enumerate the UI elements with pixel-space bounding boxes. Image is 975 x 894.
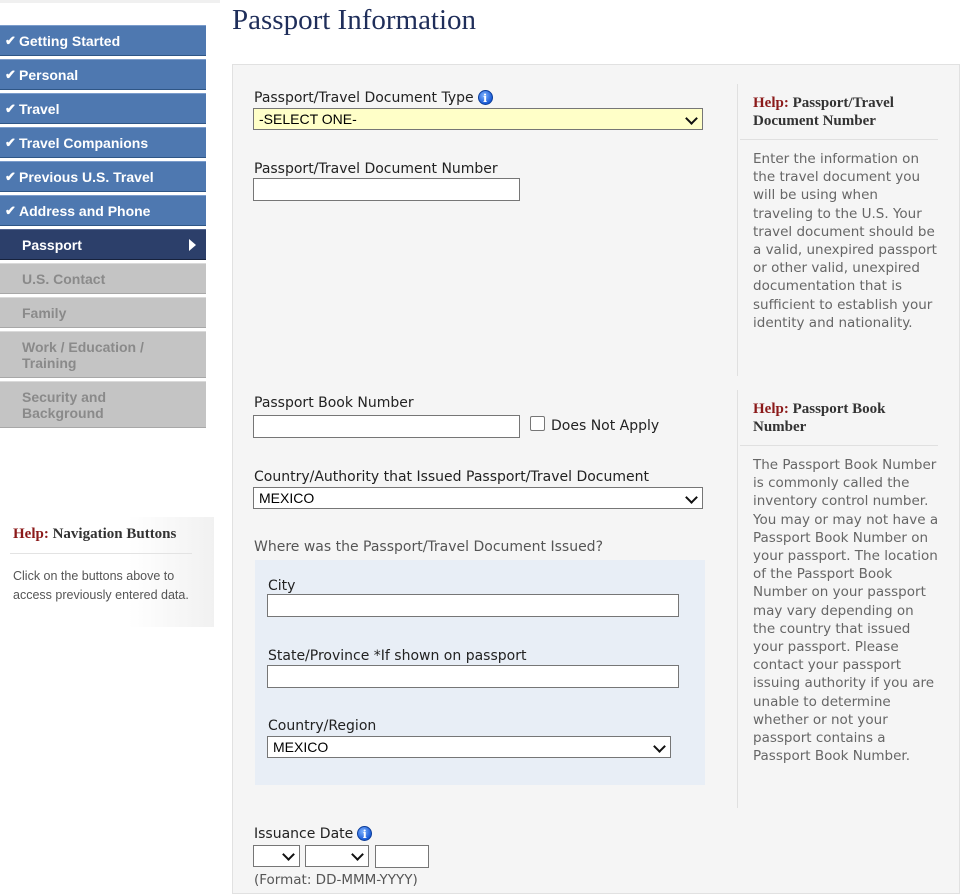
- does-not-apply-checkbox[interactable]: [530, 416, 545, 431]
- sidebar-item-label: Passport: [22, 236, 82, 253]
- help-vertical-rule: [737, 390, 738, 808]
- sidebar-item-label: Travel Companions: [19, 134, 149, 151]
- sidebar-item-address-and-phone[interactable]: [0, 195, 206, 226]
- help-prefix: Help:: [753, 401, 789, 417]
- sidebar-item-us-contact[interactable]: [0, 263, 206, 294]
- check-icon: ✔: [5, 134, 16, 150]
- sidebar-item-label: Security and Background: [22, 388, 107, 421]
- help-doc-number-title: [753, 94, 933, 130]
- help-prefix: Help:: [13, 526, 49, 542]
- navigation-help-box: [0, 517, 214, 627]
- help-book-number-title: [753, 400, 933, 436]
- divider: [10, 553, 192, 554]
- check-icon: ✔: [5, 32, 16, 48]
- sidebar-item-label: Previous U.S. Travel: [19, 168, 154, 185]
- sidebar-item-security-and-background[interactable]: [0, 381, 206, 428]
- state-label: State/Province *If shown on passport: [268, 648, 527, 664]
- info-icon[interactable]: i: [357, 826, 372, 841]
- issuance-date-label-text: Issuance Date: [254, 826, 354, 842]
- chevron-down-icon: [685, 112, 698, 125]
- city-input[interactable]: [267, 594, 679, 617]
- doc-type-label: [254, 90, 493, 106]
- info-icon[interactable]: i: [478, 90, 493, 105]
- chevron-right-icon: [189, 239, 196, 251]
- divider: [740, 445, 938, 446]
- help-title: [13, 526, 176, 543]
- book-number-input[interactable]: [253, 415, 520, 438]
- issuing-country-select[interactable]: [253, 487, 703, 509]
- sidebar-item-label: Getting Started: [19, 32, 121, 49]
- page-title: Passport Information: [232, 4, 477, 36]
- help-vertical-rule: [737, 84, 738, 376]
- sidebar-item-personal[interactable]: [0, 59, 206, 90]
- country-region-label: Country/Region: [268, 718, 377, 734]
- sidebar-item-label: Work / Education / Training: [22, 338, 144, 371]
- issuance-year-input[interactable]: [375, 845, 429, 868]
- chevron-down-icon: [351, 848, 364, 861]
- date-format-hint: (Format: DD-MMM-YYYY): [254, 872, 418, 888]
- state-input[interactable]: [267, 665, 679, 688]
- does-not-apply-label: Does Not Apply: [551, 418, 660, 434]
- top-divider: [0, 0, 220, 3]
- sidebar-item-travel[interactable]: [0, 93, 206, 124]
- book-number-label: Passport Book Number: [254, 395, 414, 411]
- issued-where-heading: Where was the Passport/Travel Document Issued?: [254, 539, 604, 555]
- sidebar-item-label: Family: [22, 304, 67, 321]
- help-title-text: Passport Book Number: [753, 401, 886, 435]
- country-region-select-value: MEXICO: [273, 739, 329, 755]
- chevron-down-icon: [282, 848, 295, 861]
- doc-type-label-text: Passport/Travel Document Type: [254, 90, 474, 106]
- help-text: Click on the buttons above to access previously entered data.: [13, 569, 189, 602]
- doc-type-select[interactable]: [253, 108, 703, 130]
- help-doc-number-text: Enter the information on the travel document you will be using when traveling to the U.S. Your travel document should be a valid, unexpired passport or other valid, unexpired documentation that is sufficient to establish your identity and nationality.: [753, 151, 937, 331]
- sidebar-item-travel-companions[interactable]: [0, 127, 206, 158]
- help-book-number-text: The Passport Book Number is commonly called the inventory control number. You may or may not have a Passport Book Number on your passport. The location of the Passport Book Number on your passport may vary depending on the country that issued your passport. Please contact your passport issuing authority if you are unable to determine whether or not your passport contains a Passport Book Number.: [753, 457, 939, 765]
- check-icon: ✔: [5, 100, 16, 116]
- sidebar-item-label: Personal: [19, 66, 79, 83]
- issuance-day-select[interactable]: [253, 845, 300, 867]
- doc-number-input[interactable]: [253, 178, 520, 201]
- check-icon: ✔: [5, 202, 16, 218]
- doc-type-select-value: -SELECT ONE-: [259, 111, 357, 127]
- chevron-down-icon: [653, 740, 666, 753]
- issuance-date-label: [254, 826, 372, 842]
- country-region-select[interactable]: [267, 736, 671, 758]
- issuing-country-label: Country/Authority that Issued Passport/Travel Document: [254, 469, 649, 485]
- sidebar-item-getting-started[interactable]: [0, 25, 206, 56]
- check-icon: ✔: [5, 66, 16, 82]
- sidebar-item-label: Address and Phone: [19, 202, 151, 219]
- sidebar-item-label: Travel: [19, 100, 60, 117]
- help-title-text: Passport/Travel Document Number: [753, 95, 894, 129]
- divider: [740, 139, 938, 140]
- help-title-text: Navigation Buttons: [52, 526, 177, 542]
- issuance-month-select[interactable]: [305, 845, 369, 867]
- help-prefix: Help:: [753, 95, 789, 111]
- check-icon: ✔: [5, 168, 16, 184]
- sidebar-item-work-education-training[interactable]: [0, 331, 206, 378]
- chevron-down-icon: [685, 491, 698, 504]
- sidebar-item-passport[interactable]: [0, 229, 206, 260]
- sidebar-item-family[interactable]: [0, 297, 206, 328]
- issuing-country-select-value: MEXICO: [259, 490, 315, 506]
- doc-number-label: Passport/Travel Document Number: [254, 161, 498, 177]
- city-label: City: [268, 578, 296, 594]
- sidebar-item-label: U.S. Contact: [22, 270, 106, 287]
- sidebar-item-previous-us-travel[interactable]: [0, 161, 206, 192]
